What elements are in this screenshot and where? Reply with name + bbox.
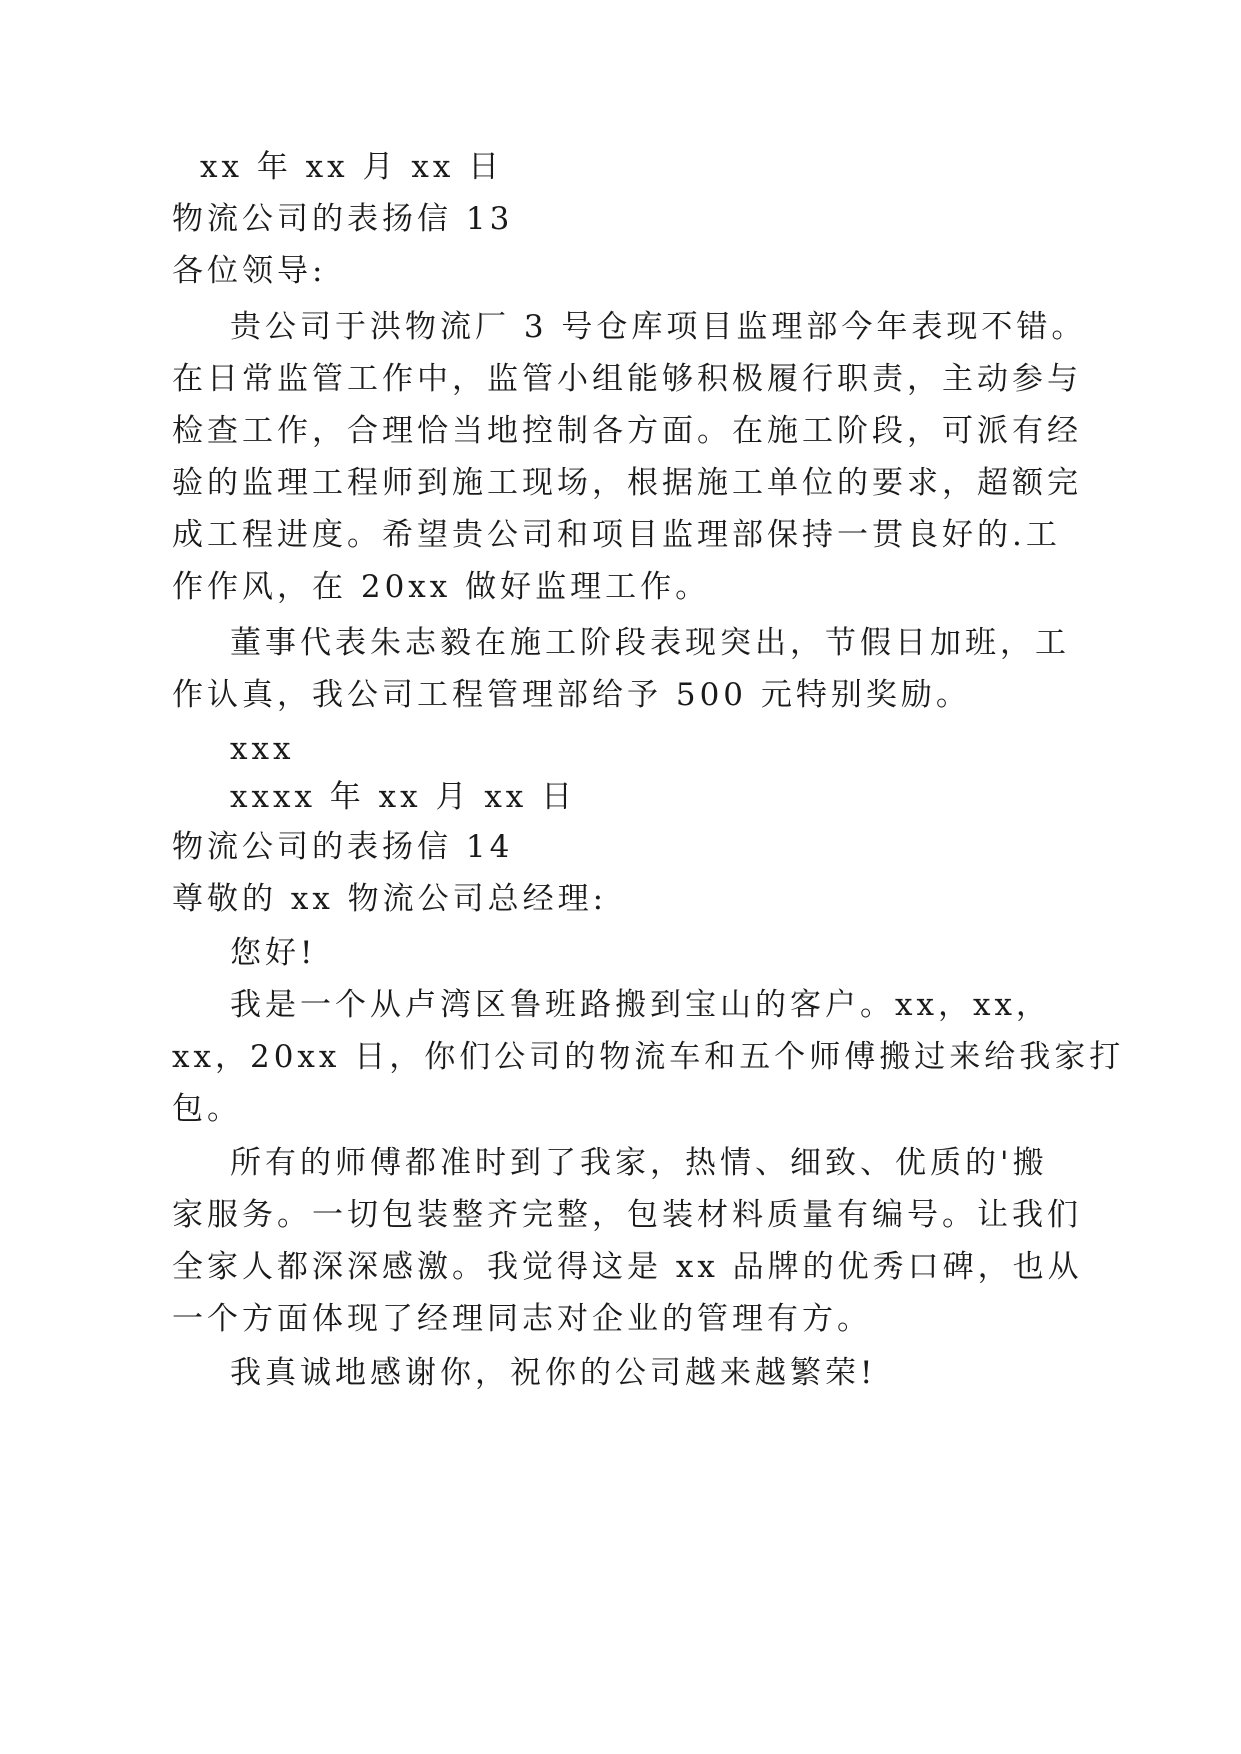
paragraph-line: 一个方面体现了经理同志对企业的管理有方。 [172,1301,872,1337]
date-line-2: xxxx 年 xx 月 xx 日 [230,779,577,815]
paragraph-line: 作认真，我公司工程管理部给予 500 元特别奖励。 [172,677,971,713]
paragraph-line: xx，20xx 日，你们公司的物流车和五个师傅搬过来给我家打 [172,1039,1125,1075]
paragraph-line: 成工程进度。希望贵公司和项目监理部保持一贯良好的.工 [172,517,1061,553]
paragraph-line: 全家人都深深感激。我觉得这是 xx 品牌的优秀口碑，也从 [172,1249,1083,1285]
paragraph-line: 家服务。一切包装整齐完整，包装材料质量有编号。让我们 [172,1197,1082,1233]
letter-title-13: 物流公司的表扬信 13 [172,201,514,237]
paragraph-line: 检查工作，合理恰当地控制各方面。在施工阶段，可派有经 [172,413,1082,449]
date-line-1: xx 年 xx 月 xx 日 [200,149,504,185]
paragraph-line: 我是一个从卢湾区鲁班路搬到宝山的客户。xx，xx， [230,987,1051,1023]
paragraph-line: 贵公司于洪物流厂 3 号仓库项目监理部今年表现不错。 [230,309,1087,345]
salutation-1: 各位领导: [172,253,327,289]
paragraph-line: 包。 [172,1091,242,1127]
paragraph-line: 在日常监管工作中，监管小组能够积极履行职责，主动参与 [172,361,1082,397]
paragraph-line: 所有的师傅都准时到了我家，热情、细致、优质的'搬 [230,1145,1048,1181]
letter-title-14: 物流公司的表扬信 14 [172,829,514,865]
paragraph-line: 作作风，在 20xx 做好监理工作。 [172,569,711,605]
greeting: 您好! [230,935,317,971]
closing-line: 我真诚地感谢你，祝你的公司越来越繁荣! [230,1355,877,1391]
signature-name: xxx [230,731,295,767]
salutation-2: 尊敬的 xx 物流公司总经理: [172,881,608,917]
paragraph-line: 验的监理工程师到施工现场，根据施工单位的要求，超额完 [172,465,1082,501]
paragraph-line: 董事代表朱志毅在施工阶段表现突出，节假日加班，工 [230,625,1070,661]
